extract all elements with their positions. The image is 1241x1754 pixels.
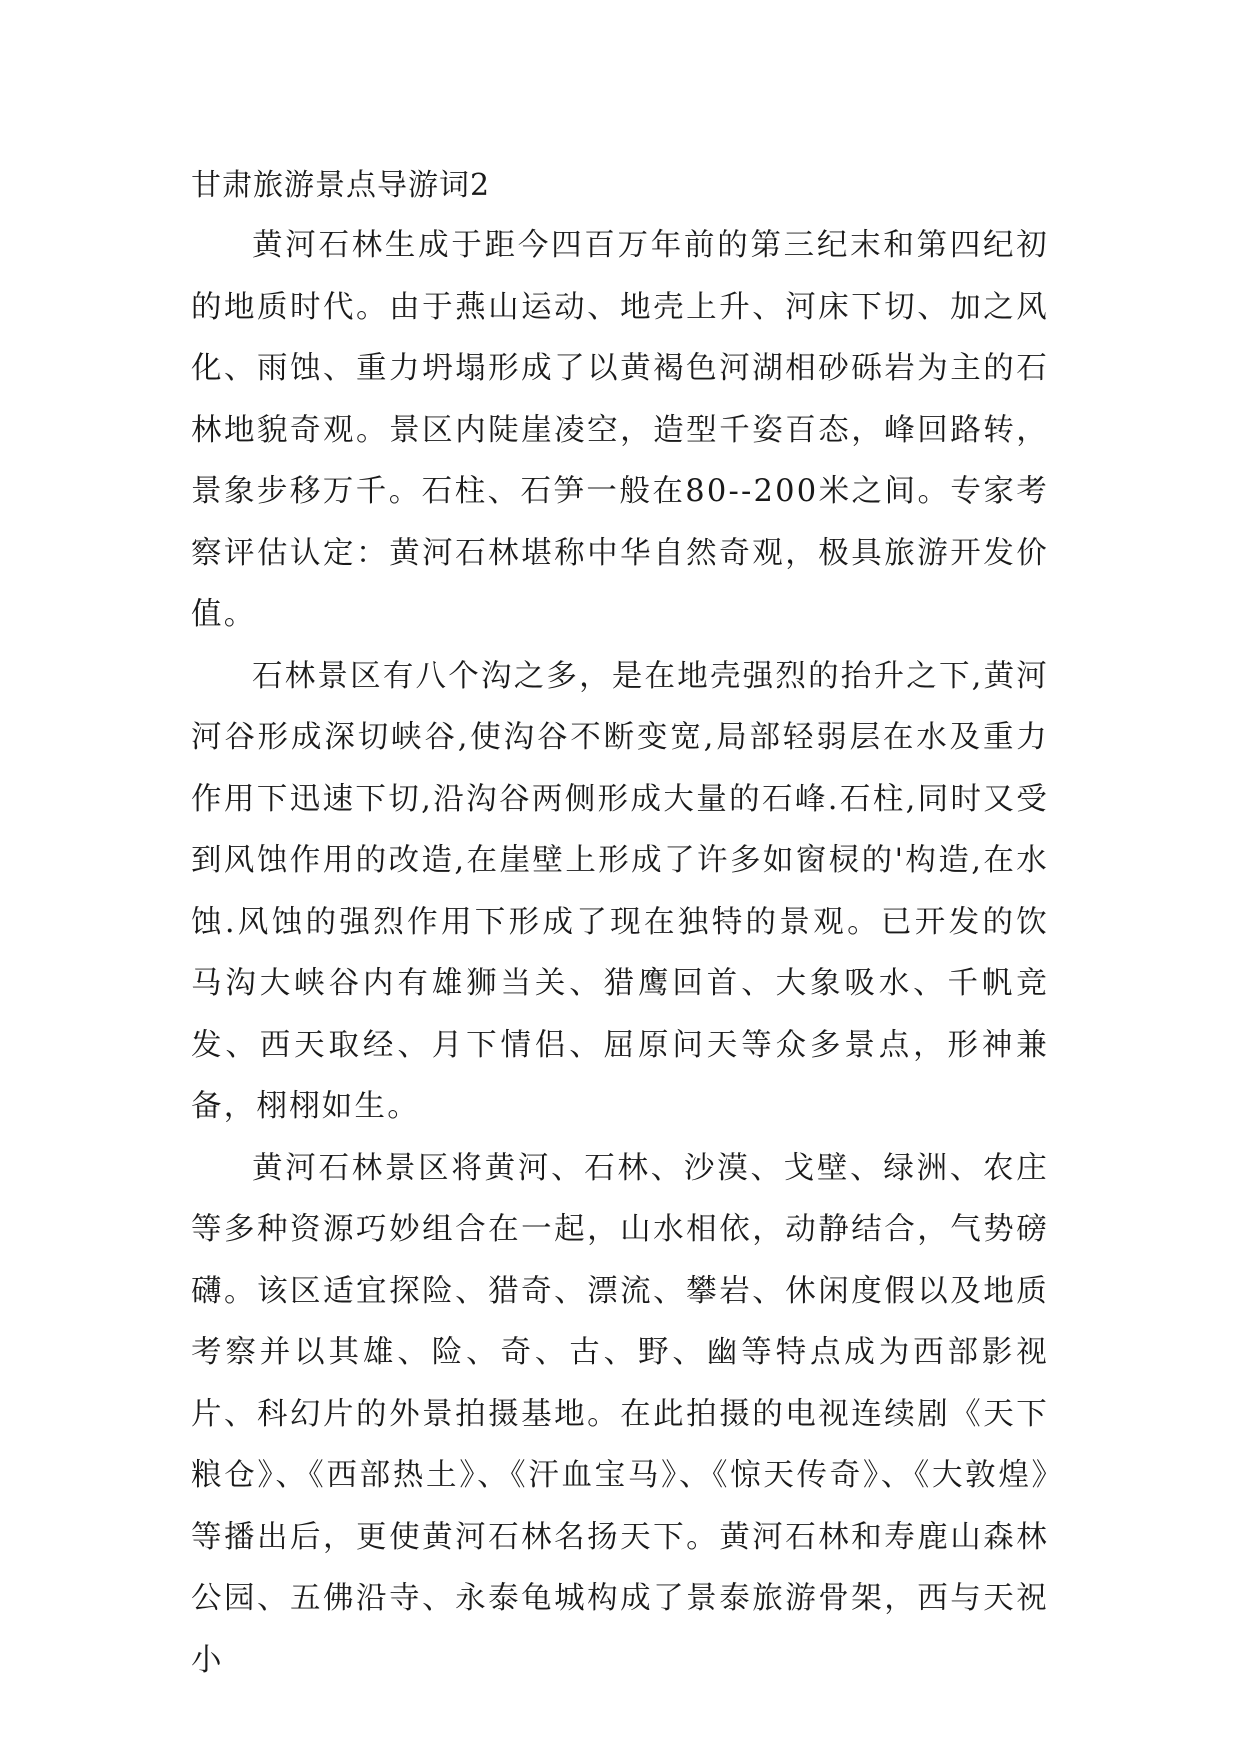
paragraph-canyons: 石林景区有八个沟之多，是在地壳强烈的抬升之下,黄河河谷形成深切峡谷,使沟谷不断变宽,局部轻弱层在水及重力作用下迅速下切,沿沟谷两侧形成大量的石峰.石柱,同时又受到风蚀作用的改造,在崖壁上形成了许多如窗棂的'构造,在水蚀.风蚀的强烈作用下形成了现在独特的景观。已开发的饮马沟大峡谷内有雄狮当关、猎鹰回首、大象吸水、千帆竞发、西天取经、月下情侣、屈原问天等众多景点，形神兼备，栩栩如生。 [191, 658, 1049, 1124]
document-title: 甘肃旅游景点导游词2 [191, 168, 491, 203]
document-body [191, 215, 1049, 1691]
paragraph-scenic-area: 黄河石林景区将黄河、石林、沙漠、戈壁、绿洲、农庄等多种资源巧妙组合在一起，山水相依，动静结合，气势磅礴。该区适宜探险、猎奇、漂流、攀岩、休闲度假以及地质考察并以其雄、险、奇、古、野、幽等特点成为西部影视片、科幻片的外景拍摄基地。在此拍摄的电视连续剧《天下粮仓》、《西部热土》、《汗血宝马》、《惊天传奇》、《大敦煌》等播出后，更使黄河石林名扬天下。黄河石林和寿鹿山森林公园、五佛沿寺、永泰龟城构成了景泰旅游骨架，西与天祝小 [191, 1150, 1049, 1678]
paragraph-geology: 黄河石林生成于距今四百万年前的第三纪末和第四纪初的地质时代。由于燕山运动、地壳上升、河床下切、加之风化、雨蚀、重力坍塌形成了以黄褐色河湖相砂砾岩为主的石林地貌奇观。景区内陡崖凌空，造型千姿百态，峰回路转，景象步移万千。石柱、石笋一般在80--200米之间。专家考察评估认定：黄河石林堪称中华自然奇观，极具旅游开发价值。 [191, 228, 1049, 632]
